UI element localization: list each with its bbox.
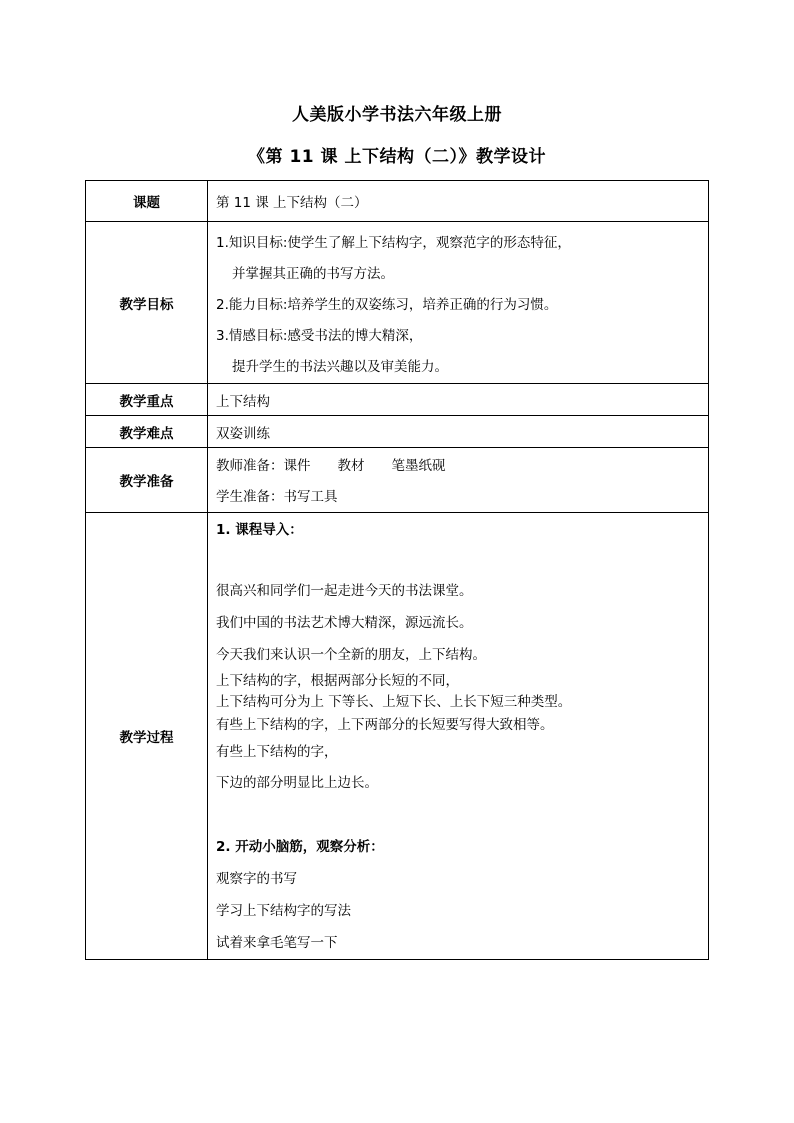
process-line: 我们中国的书法艺术博大精深，源远流长。	[216, 615, 473, 631]
topic-value: 第 11 课 上下结构（二）	[216, 195, 368, 211]
spacer	[216, 799, 702, 831]
key-points-label: 教学重点	[86, 384, 208, 416]
key-points-cell	[208, 384, 709, 416]
process-line: 很高兴和同学们一起走进今天的书法课堂。	[216, 583, 473, 599]
teacher-preparation: 教师准备：课件 教材 笔墨纸砚	[216, 458, 446, 474]
table-row-objectives	[86, 222, 709, 384]
document-subtitle: 《第 11 课 上下结构（二）》教学设计	[248, 147, 546, 167]
objective-line: 2.能力目标:培养学生的双姿练习，培养正确的行为习惯。	[216, 297, 558, 313]
process-line: 有些上下结构的字，上下两部分的长短要写得大致相等。	[216, 717, 554, 733]
table-row-difficulties	[86, 416, 709, 448]
process-line: 上下结构可分为上 下等长、上短下长、上长下短三种类型。	[216, 694, 572, 710]
objective-line: 3.情感目标:感受书法的博大精深，	[216, 328, 423, 344]
objectives-label: 教学目标	[86, 222, 208, 384]
spacer	[216, 545, 702, 575]
objective-line: 1.知识目标:使学生了解上下结构字，观察范字的形态特征，	[216, 235, 571, 251]
preparation-cell	[208, 448, 709, 513]
process-line: 今天我们来认识一个全新的朋友，上下结构。	[216, 647, 486, 663]
document-title: 人美版小学书法六年级上册	[292, 105, 502, 125]
lesson-plan-table	[85, 180, 709, 960]
table-row-topic	[86, 181, 709, 222]
process-line: 有些上下结构的字，	[216, 744, 338, 760]
topic-cell	[208, 181, 709, 222]
process-section2-title: 2. 开动小脑筋，观察分析：	[216, 839, 384, 855]
process-line: 上下结构的字，根据两部分长短的不同，	[216, 673, 459, 689]
topic-label: 课题	[86, 181, 208, 222]
preparation-label: 教学准备	[86, 448, 208, 513]
objective-line: 提升学生的书法兴趣以及审美能力。	[232, 359, 448, 375]
objectives-cell	[208, 222, 709, 384]
difficulties-cell	[208, 416, 709, 448]
objective-line: 并掌握其正确的书写方法。	[232, 266, 394, 282]
student-preparation: 学生准备：书写工具	[216, 489, 338, 505]
process-line: 学习上下结构字的写法	[216, 903, 351, 919]
key-points-value: 上下结构	[216, 393, 270, 410]
table-row-key-points	[86, 384, 709, 416]
process-line: 下边的部分明显比上边长。	[216, 775, 378, 791]
process-line: 观察字的书写	[216, 871, 297, 887]
difficulties-label: 教学难点	[86, 416, 208, 448]
table-row-preparation	[86, 448, 709, 513]
table-row-process	[86, 513, 709, 960]
process-label: 教学过程	[86, 513, 208, 960]
process-cell	[208, 513, 709, 960]
process-line: 试着来拿毛笔写一下	[216, 935, 338, 951]
difficulties-value: 双姿训练	[216, 425, 270, 442]
process-section1-title: 1. 课程导入：	[216, 522, 303, 538]
